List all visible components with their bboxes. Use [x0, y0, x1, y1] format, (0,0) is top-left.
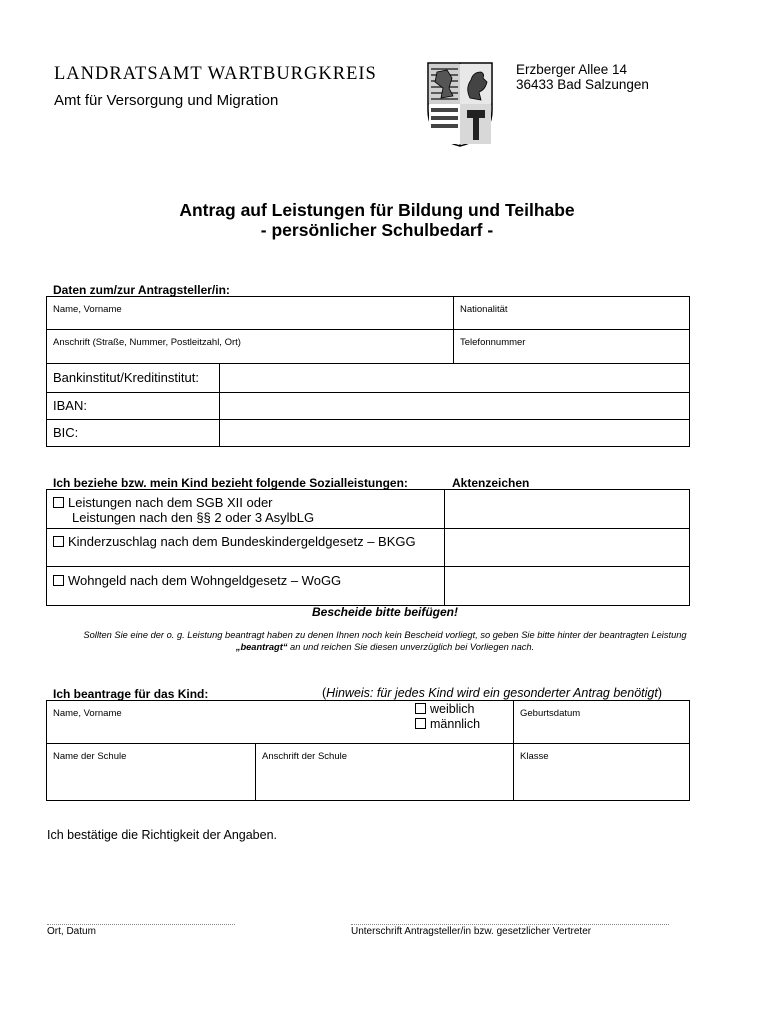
- nationality-label: Nationalität: [460, 304, 508, 315]
- place-date-label: Ort, Datum: [47, 926, 96, 937]
- asylblg-label: Leistungen nach den §§ 2 oder 3 AsylbLG: [72, 510, 315, 525]
- school-address-label: Anschrift der Schule: [262, 751, 348, 762]
- address-line-city: 36433 Bad Salzungen: [516, 77, 649, 92]
- signature-label: Unterschrift Antragsteller/in bzw. gesetzlicher Vertreter: [351, 926, 592, 937]
- iban-field[interactable]: [220, 393, 690, 420]
- child-name-field[interactable]: [47, 701, 514, 744]
- child-name-label: Name, Vorname: [53, 708, 122, 719]
- benefits-table: [46, 489, 690, 606]
- birthdate-field[interactable]: [514, 701, 690, 744]
- male-checkbox[interactable]: [415, 718, 426, 729]
- male-label: männlich: [430, 717, 481, 731]
- bic-field[interactable]: [220, 420, 690, 447]
- form-subtitle: - persönlicher Schulbedarf -: [260, 220, 494, 240]
- female-label: weiblich: [430, 702, 475, 716]
- applicant-address-label: Anschrift (Straße, Nummer, Postleitzahl, Ort): [53, 337, 241, 348]
- class-label: Klasse: [520, 751, 549, 762]
- bank-label: Bankinstitut/Kreditinstitut:: [53, 370, 199, 385]
- sgb-xii-label: Leistungen nach dem SGB XII oder: [68, 495, 273, 510]
- class-field[interactable]: [514, 744, 690, 801]
- pending-hint-line1: Sollten Sie eine der o. g. Leistung beantragt haben zu denen Ihnen noch kein Bescheid vorliegt, so geben Sie bitte hinter der beantragten Leistung: [83, 630, 687, 640]
- address-line-street: Erzberger Allee 14: [516, 62, 628, 77]
- child-section-heading: Ich beantrage für das Kind:: [53, 687, 209, 701]
- school-name-field[interactable]: [47, 744, 256, 801]
- phone-label: Telefonnummer: [460, 337, 526, 348]
- form-title: Antrag auf Leistungen für Bildung und Teilhabe: [179, 200, 575, 220]
- applicant-name-field[interactable]: [47, 297, 454, 330]
- file-number-field-sgb[interactable]: [445, 490, 690, 529]
- birthdate-label: Geburtsdatum: [520, 708, 581, 719]
- file-number-field-bkgg[interactable]: [445, 529, 690, 567]
- benefits-section-heading: Ich beziehe bzw. mein Kind bezieht folgende Sozialleistungen:: [53, 476, 408, 490]
- office-address: [516, 62, 649, 92]
- wogg-checkbox[interactable]: [53, 575, 64, 586]
- organization-name: LANDRATSAMT WARTBURGKREIS: [54, 64, 377, 84]
- department-name: Amt für Versorgung und Migration: [54, 92, 279, 109]
- wogg-label: Wohngeld nach dem Wohngeldgesetz – WoGG: [68, 573, 342, 588]
- iban-label: IBAN:: [53, 398, 87, 413]
- phone-field[interactable]: [454, 330, 690, 364]
- child-hint-text: Hinweis: für jedes Kind wird ein gesonderter Antrag benötigt: [326, 686, 658, 700]
- signature-line[interactable]: [351, 924, 669, 925]
- confirmation-text: Ich bestätige die Richtigkeit der Angaben.: [47, 828, 278, 842]
- school-address-field[interactable]: [256, 744, 514, 801]
- attach-notice: Bescheide bitte beifügen!: [311, 605, 459, 619]
- bkgg-label: Kinderzuschlag nach dem Bundeskindergeldgesetz – BKGG: [68, 534, 416, 549]
- school-name-label: Name der Schule: [53, 751, 127, 762]
- bkgg-checkbox[interactable]: [53, 536, 64, 547]
- applicant-address-field[interactable]: [47, 330, 454, 364]
- female-checkbox[interactable]: [415, 703, 426, 714]
- nationality-field[interactable]: [454, 297, 690, 330]
- child-table: [46, 700, 690, 801]
- place-date-line[interactable]: [47, 924, 235, 925]
- applicant-name-label: Name, Vorname: [53, 304, 122, 315]
- child-hint: (Hinweis: für jedes Kind wird ein gesonderter Antrag benötigt): [322, 686, 663, 700]
- pending-hint-keyword: „beantragt“: [235, 642, 288, 652]
- bank-field[interactable]: [220, 364, 690, 393]
- pending-hint-rest: an und reichen Sie diesen unverzüglich bei Vorliegen nach.: [287, 642, 535, 652]
- applicant-table: [46, 296, 690, 447]
- coat-of-arms-logo: [425, 60, 495, 148]
- file-number-field-wogg[interactable]: [445, 567, 690, 606]
- bic-label: BIC:: [53, 425, 79, 440]
- sgb-xii-checkbox[interactable]: [53, 497, 64, 508]
- file-number-heading: Aktenzeichen: [452, 476, 530, 490]
- pending-hint-line2: [0, 642, 770, 652]
- applicant-section-heading: Daten zum/zur Antragsteller/in:: [53, 283, 230, 297]
